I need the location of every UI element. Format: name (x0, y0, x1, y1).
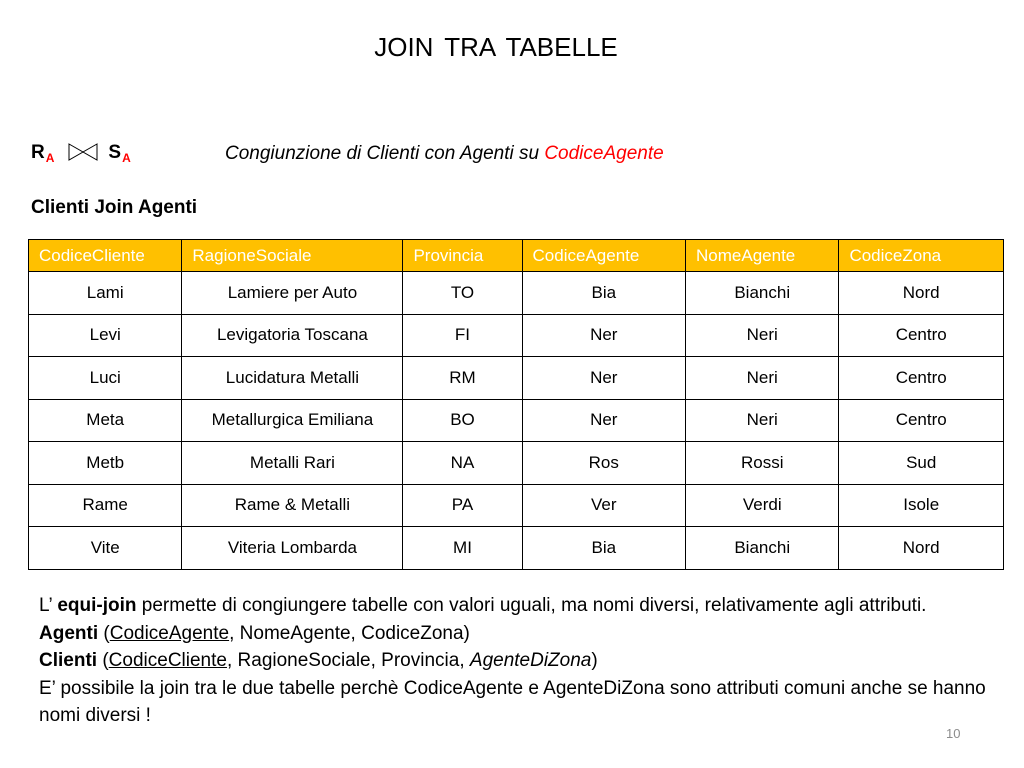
equi-join-term: equi-join (57, 595, 137, 616)
table-cell: BO (403, 399, 522, 442)
table-cell: Ner (522, 314, 686, 357)
description-text: Congiunzione di Clienti con Agenti su (225, 143, 545, 164)
table-cell: Centro (839, 314, 1004, 357)
relation-s-subscript: A (122, 151, 131, 165)
table-cell: Metb (29, 442, 182, 485)
relation-s: $S_A$ (108, 142, 131, 165)
page-number: 10 (946, 726, 961, 741)
equi-join-note (39, 592, 989, 730)
note-agenti-schema: Agenti (CodiceAgente, NomeAgente, CodiceZona) (39, 622, 470, 644)
table-cell: Ner (522, 399, 686, 442)
table-cell: Metalli Rari (182, 442, 403, 485)
table-cell: Lucidatura Metalli (182, 357, 403, 400)
table-cell: Bianchi (686, 527, 839, 570)
relation-r-subscript: A (45, 151, 55, 165)
table-row (29, 442, 1004, 485)
table-cell: Viteria Lombarda (182, 527, 403, 570)
table-cell: Bia (522, 272, 686, 315)
table-row (29, 357, 1004, 400)
table-cell: Ros (522, 442, 686, 485)
table-cell: Rossi (686, 442, 839, 485)
table-cell: PA (403, 484, 522, 527)
table-row (29, 314, 1004, 357)
table-cell: RM (403, 357, 522, 400)
column-header: RagioneSociale (182, 240, 403, 272)
table-header-row (29, 240, 1004, 272)
column-header: Provincia (403, 240, 522, 272)
table-cell: Bia (522, 527, 686, 570)
table-cell: Neri (686, 314, 839, 357)
note-conclusion: E’ possibile la join tra le due tabelle perchè CodiceAgente e AgenteDiZona sono attributi comuni anche se hanno nomi diversi ! (39, 677, 986, 726)
column-header: NomeAgente (686, 240, 839, 272)
table-cell: Sud (839, 442, 1004, 485)
table-cell: Metallurgica Emiliana (182, 399, 403, 442)
table-cell: Centro (839, 357, 1004, 400)
table-cell: Bianchi (686, 272, 839, 315)
table-cell: Neri (686, 357, 839, 400)
table-cell: Levi (29, 314, 182, 357)
column-header: CodiceAgente (522, 240, 686, 272)
table-cell: Ver (522, 484, 686, 527)
note-clienti-schema: Clienti (CodiceCliente, RagioneSociale, Provincia, AgenteDiZona) (39, 650, 598, 671)
table-cell: NA (403, 442, 522, 485)
table-cell: FI (403, 314, 522, 357)
description-highlight: CodiceAgente (544, 143, 664, 164)
table-row (29, 527, 1004, 570)
table-cell: Levigatoria Toscana (182, 314, 403, 357)
table-row (29, 484, 1004, 527)
table-cell: MI (403, 527, 522, 570)
table-cell: Luci (29, 357, 182, 400)
table-row (29, 399, 1004, 442)
agente-di-zona: AgenteDiZona (469, 650, 592, 671)
bowtie-join-icon (68, 143, 98, 167)
table-cell: Centro (839, 399, 1004, 442)
join-description (225, 143, 664, 165)
table-cell: TO (403, 272, 522, 315)
table-cell: Isole (839, 484, 1004, 527)
table-cell: Nord (839, 272, 1004, 315)
table-cell: Lami (29, 272, 182, 315)
agenti-key: CodiceAgente (109, 622, 230, 644)
relation-r: $R_A$ (31, 142, 55, 165)
table-cell: Meta (29, 399, 182, 442)
table-cell: Verdi (686, 484, 839, 527)
join-result-table (28, 239, 1004, 570)
clienti-key: CodiceCliente (108, 650, 227, 671)
column-header: CodiceCliente (29, 240, 182, 272)
slide-title: JOIN TRA TABELLE (374, 32, 618, 62)
join-expression (31, 142, 131, 166)
table-cell: Nord (839, 527, 1004, 570)
table-subtitle: Clienti Join Agenti (31, 197, 198, 218)
table-cell: Neri (686, 399, 839, 442)
table-cell: Rame (29, 484, 182, 527)
table-cell: Rame & Metalli (182, 484, 403, 527)
table-row (29, 272, 1004, 315)
table-cell: Lamiere per Auto (182, 272, 403, 315)
note-definition: L’ equi-join permette di congiungere tabelle con valori uguali, ma nomi diversi, relativamente agli attributi. (39, 595, 927, 616)
column-header: CodiceZona (839, 240, 1004, 272)
table-cell: Ner (522, 357, 686, 400)
table-cell: Vite (29, 527, 182, 570)
